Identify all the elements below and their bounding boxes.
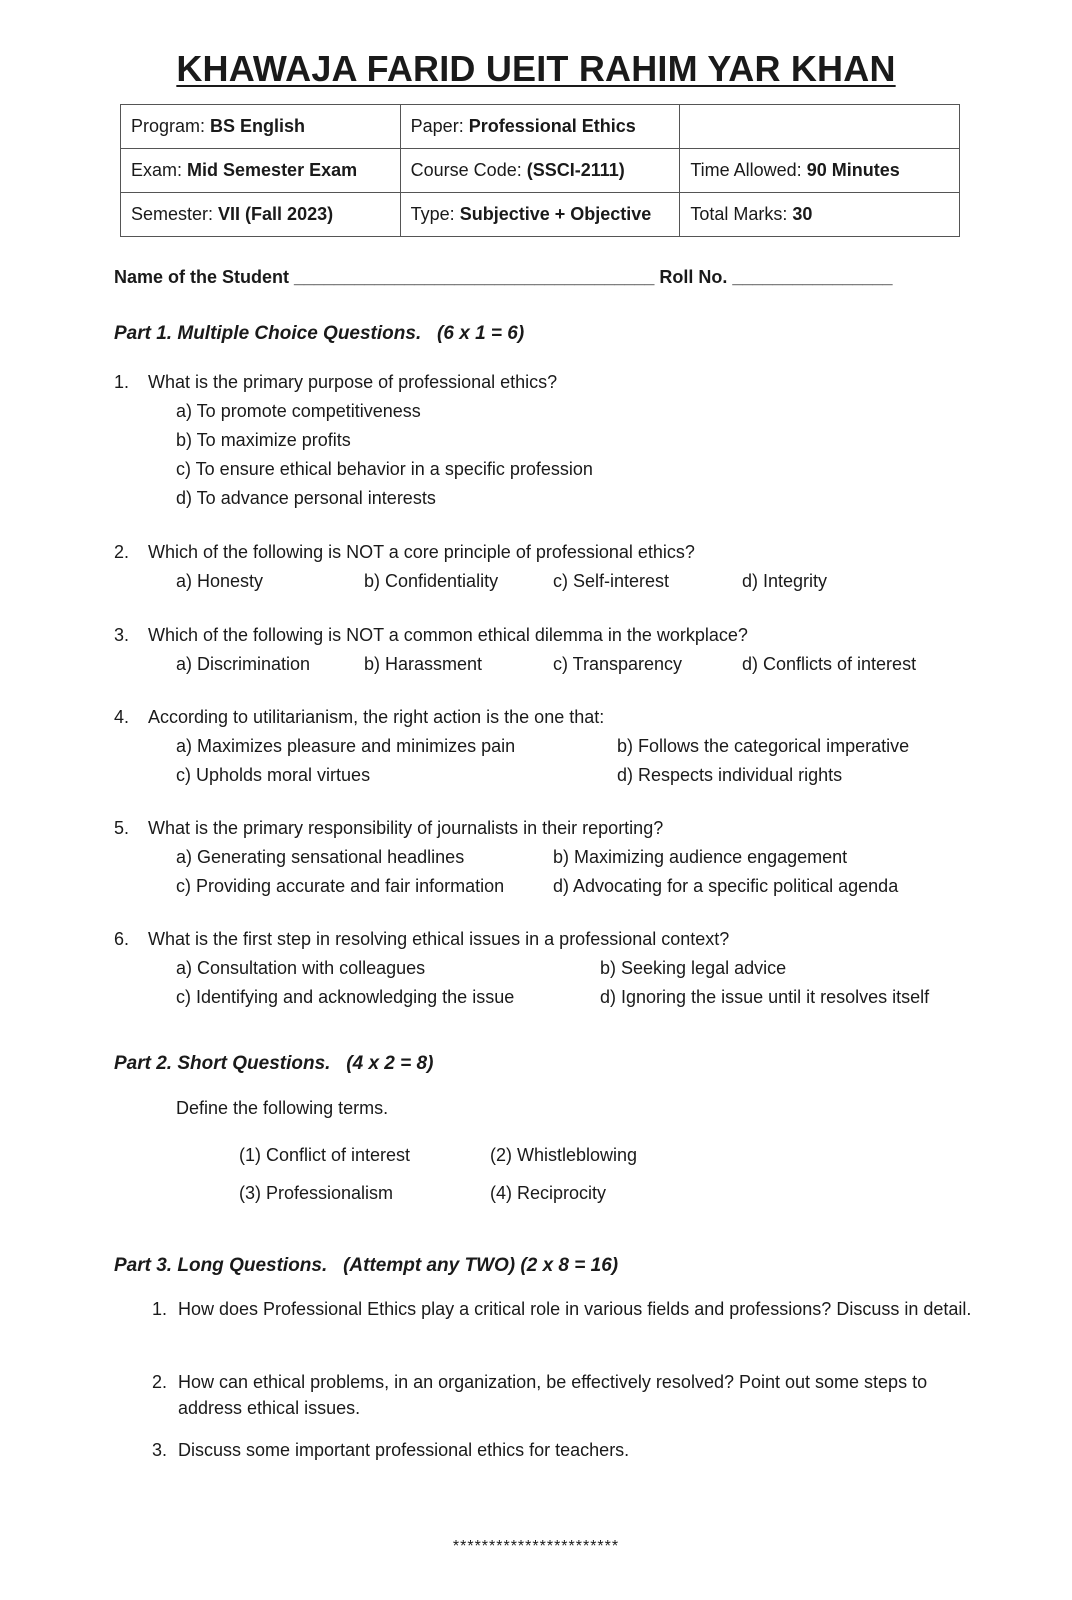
mcq-3-option-c: c) Transparency — [553, 654, 683, 674]
mcq-6-option-b: b) Seeking legal advice — [600, 958, 787, 978]
part2-term-4: (4) Reciprocity — [490, 1183, 607, 1203]
mcq-5-question: 5. What is the primary responsibility of journalists in their reporting? — [114, 818, 664, 838]
part2-term-1: (1) Conflict of interest — [239, 1145, 411, 1165]
mcq-3-option-d: d) Conflicts of interest — [742, 654, 917, 674]
mcq-5-option-a: a) Generating sensational headlines — [176, 847, 465, 867]
mcq-2-option-c: c) Self-interest — [553, 571, 670, 591]
part3-heading: Part 3. Long Questions. (Attempt any TWO) (2 x 8 = 16) — [114, 1255, 619, 1276]
program-cell: Program: BS English — [121, 105, 401, 149]
footer-stars: *********************** — [452, 1538, 620, 1555]
exam-cell: Exam: Mid Semester Exam — [121, 149, 401, 193]
mcq-6-question: 6. What is the first step in resolving ethical issues in a professional context? — [114, 929, 730, 949]
mcq-1-option-c: c) To ensure ethical behavior in a specific profession — [176, 459, 593, 479]
exam-title: KHAWAJA FARID UEIT RAHIM YAR KHAN — [176, 48, 896, 89]
mcq-6-option-a: a) Consultation with colleagues — [176, 958, 426, 978]
mcq-5-option-c: c) Providing accurate and fair information — [176, 876, 505, 896]
paper-cell: Paper: Professional Ethics — [400, 105, 680, 149]
exam-info-table — [120, 104, 960, 237]
mcq-3-option-a: a) Discrimination — [176, 654, 311, 674]
mcq-1-option-b: b) To maximize profits — [176, 430, 351, 450]
part2-term-3: (3) Professionalism — [239, 1183, 394, 1203]
total-marks-cell: Total Marks: 30 — [680, 193, 960, 237]
student-name-roll-line: Name of the Student ____________________________________ Roll No. ________________ — [114, 267, 893, 287]
mcq-3-question: 3. Which of the following is NOT a common ethical dilemma in the workplace? — [114, 625, 748, 645]
semester-cell: Semester: VII (Fall 2023) — [121, 193, 401, 237]
mcq-4-option-c: c) Upholds moral virtues — [176, 765, 371, 785]
time-allowed-cell: Time Allowed: 90 Minutes — [680, 149, 960, 193]
mcq-4-option-a: a) Maximizes pleasure and minimizes pain — [176, 736, 516, 756]
mcq-5-option-b: b) Maximizing audience engagement — [553, 847, 848, 867]
long-question-2: 2. How can ethical problems, in an organization, be effectively resolved? Point out some steps to address ethical issues. — [152, 1372, 928, 1418]
long-question-3: 3. Discuss some important professional ethics for teachers. — [152, 1440, 630, 1460]
mcq-4-option-b: b) Follows the categorical imperative — [617, 736, 910, 756]
long-question-1: 1. How does Professional Ethics play a critical role in various fields and professions? Discuss in detail. — [152, 1299, 972, 1319]
mcq-4-option-d: d) Respects individual rights — [617, 765, 843, 785]
mcq-6-option-c: c) Identifying and acknowledging the issue — [176, 987, 515, 1007]
mcq-1-option-d: d) To advance personal interests — [176, 488, 436, 508]
part2-instruction: Define the following terms. — [176, 1098, 389, 1118]
part1-heading: Part 1. Multiple Choice Questions. (6 x 1 = 6) — [114, 323, 525, 344]
mcq-6-option-d: d) Ignoring the issue until it resolves itself — [600, 987, 930, 1007]
empty-cell — [680, 105, 960, 149]
course-code-cell: Course Code: (SSCI-2111) — [400, 149, 680, 193]
mcq-2-option-d: d) Integrity — [742, 571, 828, 591]
part2-term-2: (2) Whistleblowing — [490, 1145, 638, 1165]
mcq-3-option-b: b) Harassment — [364, 654, 483, 674]
mcq-2-question: 2. Which of the following is NOT a core principle of professional ethics? — [114, 542, 695, 562]
mcq-2-option-a: a) Honesty — [176, 571, 264, 591]
mcq-5-option-d: d) Advocating for a specific political agenda — [553, 876, 899, 896]
part2-heading: Part 2. Short Questions. (4 x 2 = 8) — [114, 1053, 434, 1074]
mcq-1-option-a: a) To promote competitiveness — [176, 401, 421, 421]
type-cell: Type: Subjective + Objective — [400, 193, 680, 237]
mcq-1-question: 1. What is the primary purpose of professional ethics? — [114, 372, 558, 392]
mcq-2-option-b: b) Confidentiality — [364, 571, 499, 591]
mcq-4-question: 4. According to utilitarianism, the right action is the one that: — [114, 707, 605, 727]
